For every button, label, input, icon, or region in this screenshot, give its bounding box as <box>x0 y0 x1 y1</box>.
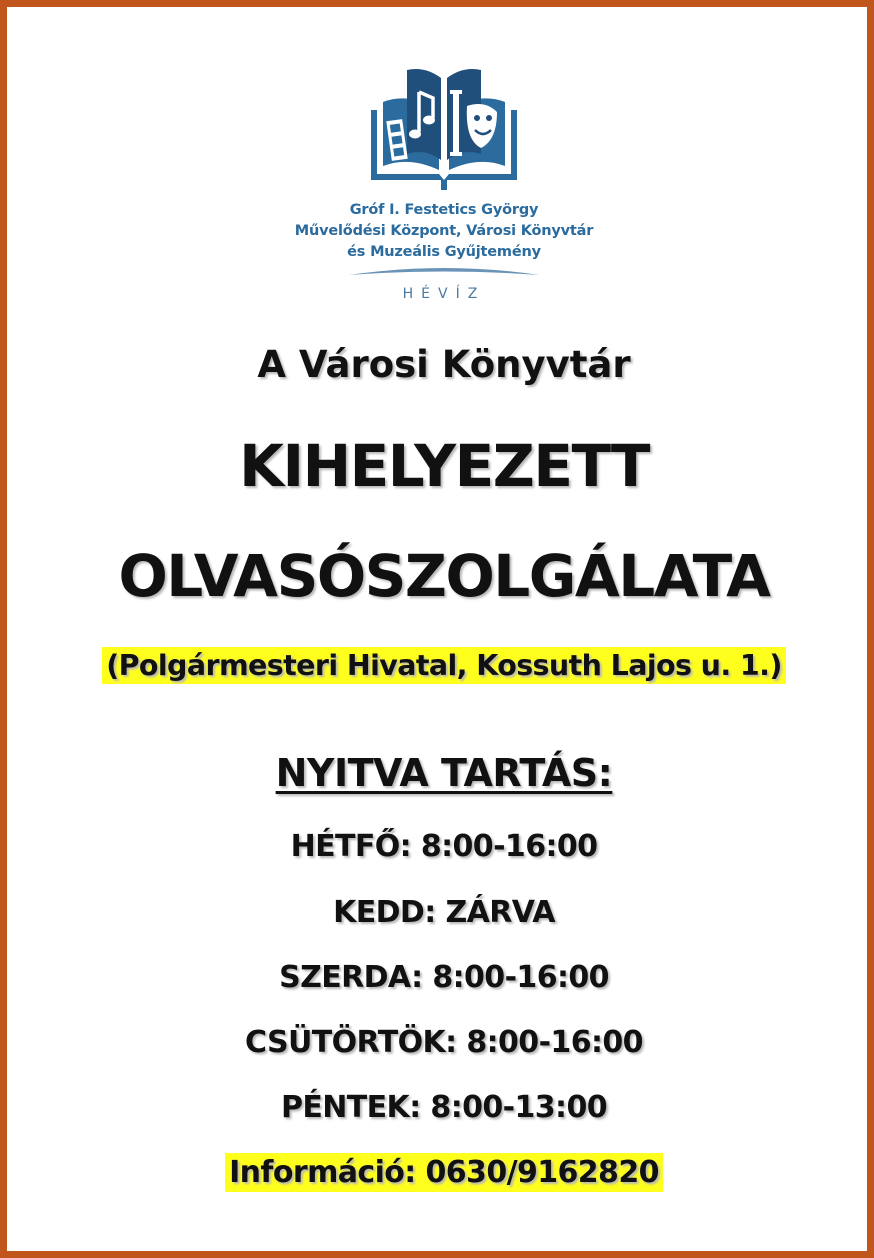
title-line-2: OLVASÓSZOLGÁLATA <box>118 542 770 610</box>
info-phone-highlight: Információ: 0630/9162820 <box>225 1153 663 1192</box>
city-name: HÉVÍZ <box>402 286 486 302</box>
hours-tuesday: KEDD: ZÁRVA <box>333 895 555 930</box>
address-highlight: (Polgármesteri Hivatal, Kossuth Lajos u. 1.) <box>102 647 786 684</box>
hours-wednesday: SZERDA: 8:00-16:00 <box>279 960 609 995</box>
info-line <box>7 1155 874 1190</box>
intro-heading: A Városi Könyvtár <box>257 343 631 386</box>
organization-logo <box>287 62 601 312</box>
title-line-1: KIHELYEZETT <box>239 432 649 500</box>
hours-monday: HÉTFŐ: 8:00-16:00 <box>290 829 598 864</box>
opening-hours-heading-text: NYITVA TARTÁS: <box>275 751 613 795</box>
open-book-culture-icon <box>369 62 519 192</box>
swoosh-divider-icon <box>347 265 541 279</box>
hours-friday: PÉNTEK: 8:00-13:00 <box>281 1090 607 1125</box>
org-name-line-3: és Muzeális Gyűjtemény <box>347 244 541 260</box>
opening-hours-heading <box>7 751 874 795</box>
address-line <box>7 649 874 682</box>
org-name-line-1: Gróf I. Festetics György <box>349 202 539 218</box>
org-name-line-2: Művelődési Központ, Városi Könyvtár <box>294 223 594 239</box>
hours-thursday: CSÜTÖRTÖK: 8:00-16:00 <box>245 1025 643 1060</box>
